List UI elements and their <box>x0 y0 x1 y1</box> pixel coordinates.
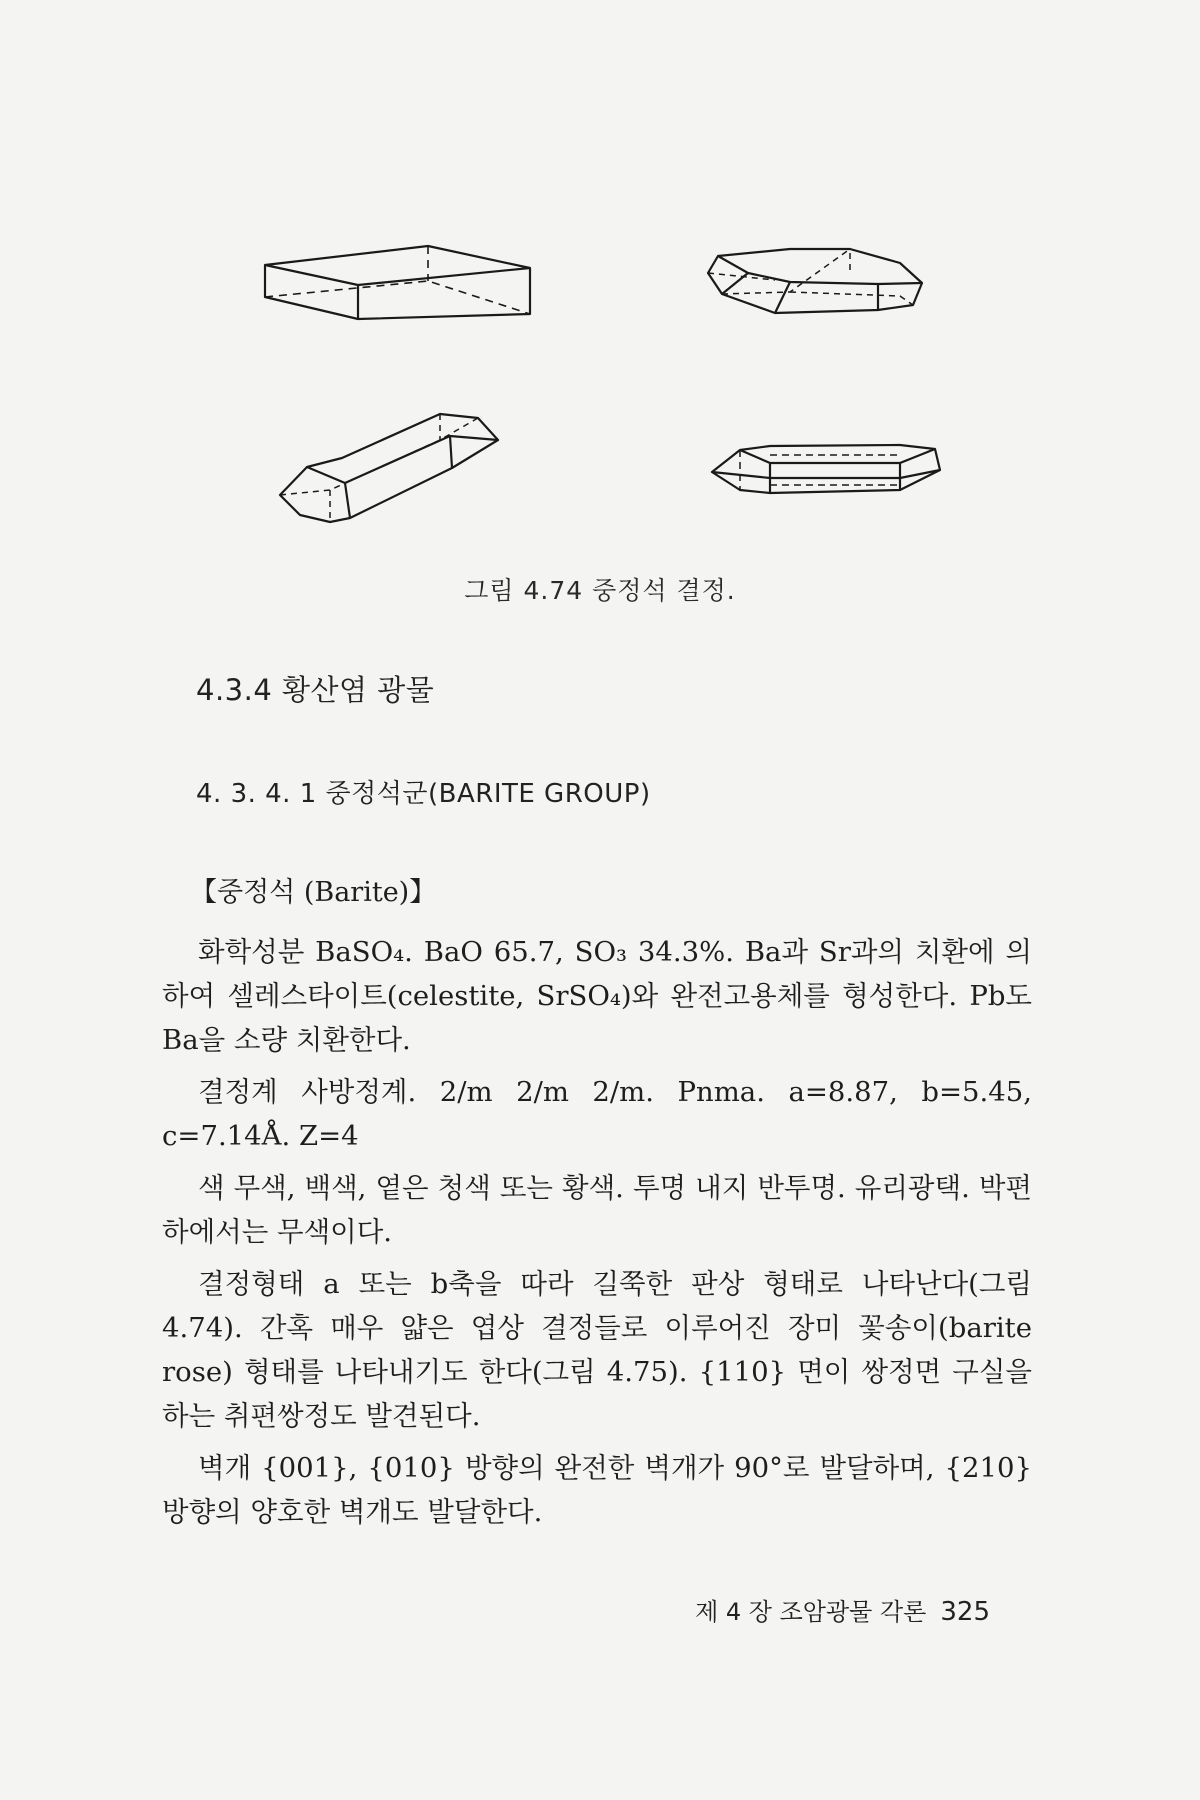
crystal-beveled-tabular <box>708 249 922 313</box>
paragraph-composition: 화학성분 BaSO₄. BaO 65.7, SO₃ 34.3%. Ba과 Sr과의 치환에 의하여 셀레스타이트(celestite, SrSO₄)와 완전고용체를 형성한다. Pb도 Ba을 소량 치환한다. <box>162 936 1032 1056</box>
crystal-elongated-diagonal <box>280 414 498 522</box>
crystal-drawings <box>0 0 1200 560</box>
mineral-description <box>162 930 1032 1542</box>
paragraph-cleavage: 벽개 {001}, {010} 방향의 완전한 벽개가 90°로 발달하며, {210} 방향의 양호한 벽개도 발달한다. <box>162 1452 1032 1528</box>
paragraph-crystal-habit: 결정형태 a 또는 b축을 따라 길쭉한 판상 형태로 나타난다(그림 4.74). 간혹 매우 얇은 엽상 결정들로 이루어진 장미 꽃송이(barite rose) 형태를 나타내기도 한다(그림 4.75). {110} 면이 쌍정면 구실을 하는 취편쌍정도 발견된다. <box>162 1268 1032 1432</box>
figure-caption: 그림 4.74 중정석 결정. <box>464 576 736 605</box>
subsection-heading: 4. 3. 4. 1 중정석군(BARITE GROUP) <box>196 779 651 809</box>
page-footer <box>695 1592 990 1627</box>
paragraph-crystal-system: 결정계 사방정계. 2/m 2/m 2/m. Pnma. a=8.87, b=5.45, c=7.14Å. Z=4 <box>162 1076 1032 1152</box>
page-number: 325 <box>940 1597 990 1627</box>
paragraph-color: 색 무색, 백색, 옅은 청색 또는 황색. 투명 내지 반투명. 유리광택. 박편하에서는 무색이다. <box>162 1172 1032 1248</box>
section-heading: 4.3.4 황산염 광물 <box>196 673 435 707</box>
crystal-elongated-horizontal <box>712 445 940 493</box>
crystal-tabular <box>265 246 530 319</box>
mineral-title: 【중정석 (Barite)】 <box>190 877 437 908</box>
chapter-title: 제 4 장 조암광물 각론 <box>695 1598 927 1626</box>
barite-crystal-figure <box>0 0 1200 560</box>
